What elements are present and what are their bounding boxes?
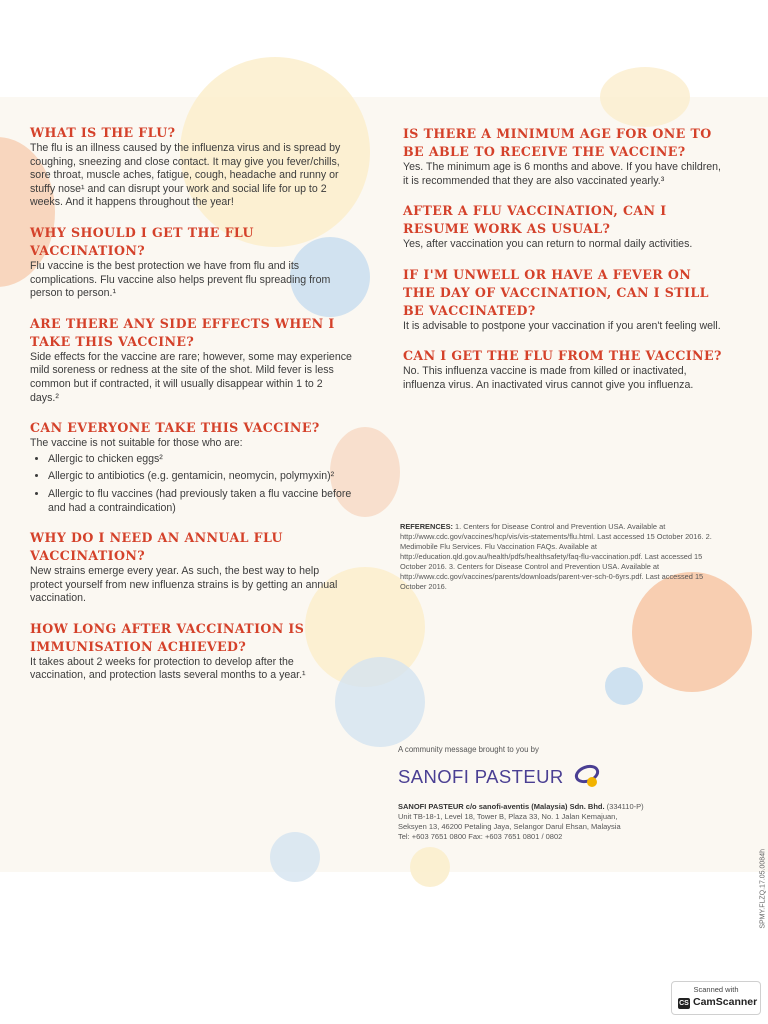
company-name: SANOFI PASTEUR c/o sanofi-aventis (Malaysia) Sdn. Bhd.: [398, 802, 605, 811]
faq-heading: WHY SHOULD I GET THE FLU VACCINATION?: [30, 224, 254, 258]
left-column: [30, 124, 352, 697]
faq-section: [403, 266, 723, 334]
references-label: REFERENCES:: [400, 522, 453, 531]
scanner-caption: Scanned with: [693, 985, 739, 994]
faq-section: [30, 224, 352, 301]
faq-section: [30, 529, 352, 606]
sanofi-pasteur-logo: [398, 764, 698, 790]
logo-wordmark: SANOFI PASTEUR: [398, 766, 564, 787]
faq-answer: Flu vaccine is the best protection we have from flu and its complications. Flu vaccine also helps prevent flu spreading from person to person.¹: [30, 259, 331, 300]
references-text: 1. Centers for Disease Control and Prevention USA. Available at http://www.cdc.gov/vaccines/hcp/vis/vis-statements/flu.html. Last accessed 15 October 2016. 2. Medimobile Flu Services. Flu Vaccination FAQs. Available at http://education.qld.gov.au/health/pdfs/healthsafety/faq-flu-vaccination.pdf. Last accessed 15 October 2016. 3. Centers for Disease Control and Prevention USA. Available at http://www.cdc.gov/vaccines/parents/downloads/parent-ver-sch-0-6yrs.pdf. Last accessed 15 October 2016.: [400, 522, 712, 591]
faq-heading: CAN EVERYONE TAKE THIS VACCINE?: [30, 420, 320, 436]
faq-section: [403, 347, 723, 392]
company-reg: (334110-P): [606, 802, 644, 811]
faq-section: [403, 125, 723, 188]
decor-circle-yellow-top-right: [600, 67, 690, 127]
faq-answer: Yes, after vaccination you can return to normal daily activities.: [403, 238, 693, 251]
faq-heading: WHAT IS THE FLU?: [30, 125, 176, 140]
references: [400, 522, 720, 592]
camscanner-badge: [671, 981, 761, 1015]
faq-heading: AFTER A FLU VACCINATION, CAN I RESUME WORK AS USUAL?: [403, 203, 667, 237]
list-item: • Allergic to antibiotics (e.g. gentamicin, neomycin, polymyxin)²: [48, 470, 352, 484]
faq-section: [30, 315, 352, 405]
list-item: • Allergic to chicken eggs²: [48, 453, 352, 467]
document-code: SPMY.FLZQ.17.05.0084h: [760, 849, 767, 929]
faq-section: [30, 419, 352, 515]
decor-circle-yellow-bottom: [410, 847, 450, 887]
sponsor-footer: [398, 745, 698, 842]
faq-answer: New strains emerge every year. As such, the best way to help protect yourself from new influenza strains is by getting an annual vaccination.: [30, 565, 338, 605]
faq-section: [403, 202, 723, 252]
address-line: Seksyen 13, 46200 Petaling Jaya, Selangor Darul Ehsan, Malaysia: [398, 822, 621, 831]
faq-answer: Yes. The minimum age is 6 months and above. If you have children, it is recommended that they are also vaccinated yearly.³: [403, 161, 721, 187]
right-column: [403, 125, 723, 407]
faq-section: [30, 124, 352, 210]
address-line: Unit TB-18-1, Level 18, Tower B, Plaza 33, No. 1 Jalan Kemajuan,: [398, 812, 618, 821]
faq-answer: It is advisable to postpone your vaccination if you aren't feeling well.: [403, 319, 721, 332]
faq-heading: WHY DO I NEED AN ANNUAL FLU VACCINATION?: [30, 530, 283, 564]
list-item: • Allergic to flu vaccines (had previously taken a flu vaccine before and had a contraindication): [48, 488, 352, 515]
swoosh-logo-icon: [572, 764, 602, 790]
decor-circle-blue-right: [605, 667, 643, 705]
faq-heading: IF I'M UNWELL OR HAVE A FEVER ON THE DAY OF VACCINATION, CAN I STILL BE VACCINATED?: [403, 266, 709, 318]
community-message: A community message brought to you by: [398, 745, 539, 754]
faq-answer: The vaccine is not suitable for those who are:: [30, 437, 243, 450]
contact-line: Tel: +603 7651 0800 Fax: +603 7651 0801 / 0802: [398, 832, 563, 841]
faq-answer: The flu is an illness caused by the influenza virus and is spread by coughing, sneezing and close contact. It may give you fever/chills, sore throat, muscle aches, fatigue, cough, headache and runny or stuffy nose¹ and can disrupt your work and social life for up to 2 weeks. And it happens throughout the year!: [30, 142, 341, 209]
bullet-list: [30, 453, 352, 515]
faq-heading: ARE THERE ANY SIDE EFFECTS WHEN I TAKE THIS VACCINE?: [30, 315, 335, 349]
company-address: [398, 802, 698, 842]
faq-answer: No. This influenza vaccine is made from killed or inactivated, influenza virus. An inactivated virus cannot give you influenza.: [403, 365, 694, 391]
faq-section: [30, 620, 352, 683]
faq-heading: HOW LONG AFTER VACCINATION IS IMMUNISATION ACHIEVED?: [30, 620, 305, 654]
company-line: [398, 802, 698, 812]
camscanner-icon: CS: [679, 1000, 689, 1007]
brochure-page: [0, 97, 768, 929]
faq-heading: IS THERE A MINIMUM AGE FOR ONE TO BE ABLE TO RECEIVE THE VACCINE?: [403, 126, 712, 159]
faq-answer: It takes about 2 weeks for protection to develop after the vaccination, and protection lasts several months to a year.¹: [30, 655, 306, 682]
decor-circle-blue-bottom: [270, 832, 320, 882]
faq-heading: CAN I GET THE FLU FROM THE VACCINE?: [403, 348, 722, 364]
scanner-brand: CamScanner: [693, 996, 758, 1008]
faq-answer: Side effects for the vaccine are rare; however, some may experience mild soreness or redness at the site of the shot. Mild fever is less common but if contracted, it will usually disappear within 1 to 2 days.²: [30, 350, 352, 404]
